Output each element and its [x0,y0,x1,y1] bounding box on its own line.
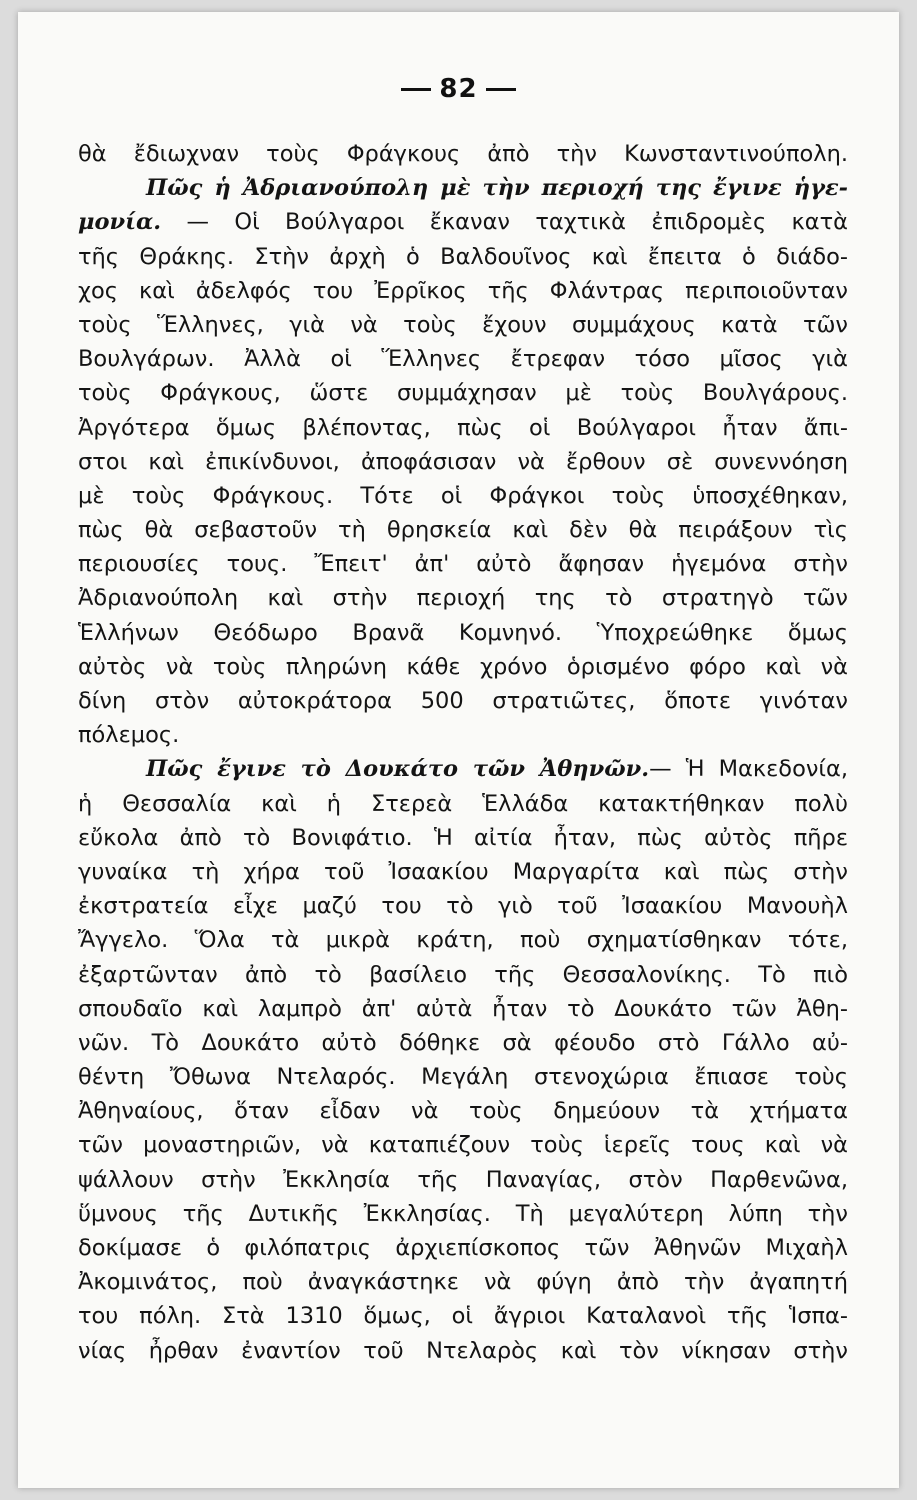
body-text [78,137,848,1368]
section-heading-athens [78,752,848,786]
text-line: τοὺς Φράγκους, ὥστε συμμάχησαν μὲ τοὺς Βουλγάρους. [78,380,848,407]
page-number-value: 82 [439,74,478,104]
text-line: νίας ἦρθαν ἐναντίον τοῦ Ντελαρὸς καὶ τὸν νίκησαν στὴν [78,1337,848,1364]
text-line: θέντη Ὄθωνα Ντελαρός. Μεγάλη στενοχώρια ἔπιασε τοὺς [78,1064,848,1091]
heading-continuation: — Οἱ Βούλγαροι ἔκαναν ταχτικὰ ἐπιδρομὲς κατὰ [161,209,848,236]
text-line: εὔκολα ἀπὸ τὸ Βονιφάτιο. Ἡ αἰτία ἦταν, πὼς αὐτὸς πῆρε [78,824,848,851]
text-line: Ἑλλήνων Θεόδωρο Βρανᾶ Κομνηνό. Ὑποχρεώθηκε ὅμως [78,619,848,646]
text-line: νῶν. Τὸ Δουκάτο αὐτὸ δόθηκε σὰ φέουδο στὸ Γάλλο αὐ- [78,1029,848,1056]
text-line: Ἀθηναίους, ὅταν εἶδαν νὰ τοὺς δημεύουν τὰ χτήματα [78,1098,848,1125]
text-line: ἐξαρτῶνταν ἀπὸ τὸ βασίλειο τῆς Θεσσαλονίκης. Τὸ πιὸ [78,961,848,988]
text-line: Ἀκομινάτος, ποὺ ἀναγκάστηκε νὰ φύγη ἀπὸ τὴν ἀγαπητή [78,1269,848,1296]
heading-text: μονία. [78,209,162,236]
text-line: δοκίμασε ὁ φιλόπατρις ἀρχιεπίσκοπος τῶν Ἀθηνῶν Μιχαὴλ [78,1235,848,1261]
heading-text: Πῶς ἡ Ἀδριανούπολη μὲ τὴν περιοχή της ἔγινε ἡγε- [146,175,848,202]
heading-continuation: — Ἡ Μακεδονία, [649,756,848,783]
page-number [18,74,899,104]
text-line: Ἄγγελο. Ὅλα τὰ μικρὰ κράτη, ποὺ σχηματίσθηκαν τότε, [78,927,848,954]
text-line: πὼς θὰ σεβαστοῦν τὴ θρησκεία καὶ δὲν θὰ πειράξουν τὶς [78,517,848,544]
text-line [78,205,848,239]
dash-left [401,88,431,91]
text-line: αὐτὸς νὰ τοὺς πληρώνη κάθε χρόνο ὁρισμένο φόρο καὶ νὰ [78,653,848,680]
text-line: Ἀδριανούπολη καὶ στὴν περιοχή της τὸ στρατηγὸ τῶν [78,585,848,612]
text-line: ὕμνους τῆς Δυτικῆς Ἐκκλησίας. Τὴ μεγαλύτερη λύπη τὴν [78,1200,848,1227]
text-line: πόλεμος. [78,722,180,749]
book-page [18,12,899,1488]
text-line: θὰ ἔδιωχναν τοὺς Φράγκους ἀπὸ τὴν Κωνσταντινούπολη. [78,141,848,167]
text-line: τῶν μοναστηριῶν, νὰ καταπιέζουν τοὺς ἱερεῖς τους καὶ νὰ [78,1132,848,1159]
text-line: ἐκστρατεία εἶχε μαζύ του τὸ γιὸ τοῦ Ἰσαακίου Μανουὴλ [78,893,848,920]
text-line: τοὺς Ἕλληνες, γιὰ νὰ τοὺς ἔχουν συμμάχους κατὰ τῶν [78,311,848,338]
text-line: σπουδαῖο καὶ λαμπρὸ ἀπ' αὐτὰ ἦταν τὸ Δουκάτο τῶν Ἀθη- [78,995,848,1022]
text-line: Βουλγάρων. Ἀλλὰ οἱ Ἕλληνες ἔτρεφαν τόσο μῖσος γιὰ [78,346,848,373]
text-line: του πόλη. Στὰ 1310 ὅμως, οἱ ἄγριοι Καταλανοὶ τῆς Ἱσπα- [78,1303,848,1330]
dash-right [486,88,516,91]
text-line: γυναίκα τὴ χήρα τοῦ Ἰσαακίου Μαργαρίτα καὶ πὼς στὴν [78,858,848,885]
text-line: ψάλλουν στὴν Ἐκκλησία τῆς Παναγίας, στὸν Παρθενῶνα, [78,1166,848,1193]
text-line: χος καὶ ἀδελφός του Ἐρρῖκος τῆς Φλάντρας περιποιοῦνταν [78,277,848,304]
text-line: μὲ τοὺς Φράγκους. Τότε οἱ Φράγκοι τοὺς ὑποσχέθηκαν, [78,482,848,509]
text-line: περιουσίες τους. Ἔπειτ' ἀπ' αὐτὸ ἄφησαν ἡγεμόνα στὴν [78,551,848,578]
text-line: τῆς Θράκης. Στὴν ἀρχὴ ὁ Βαλδουῖνος καὶ ἔπειτα ὁ διάδο- [78,243,848,270]
heading-text: Πῶς ἔγινε τὸ Δουκάτο τῶν Ἀθηνῶν. [146,756,650,783]
section-heading-adrianople [78,171,848,205]
text-line: ἡ Θεσσαλία καὶ ἡ Στερεὰ Ἑλλάδα κατακτήθηκαν πολὺ [78,790,848,817]
text-line: δίνη στὸν αὐτοκράτορα 500 στρατιῶτες, ὅποτε γινόταν [78,688,848,714]
text-line: στοι καὶ ἐπικίνδυνοι, ἀποφάσισαν νὰ ἔρθουν σὲ συνεννόηση [78,448,848,475]
text-line: Ἀργότερα ὅμως βλέποντας, πὼς οἱ Βούλγαροι ἦταν ἄπι- [78,414,848,441]
